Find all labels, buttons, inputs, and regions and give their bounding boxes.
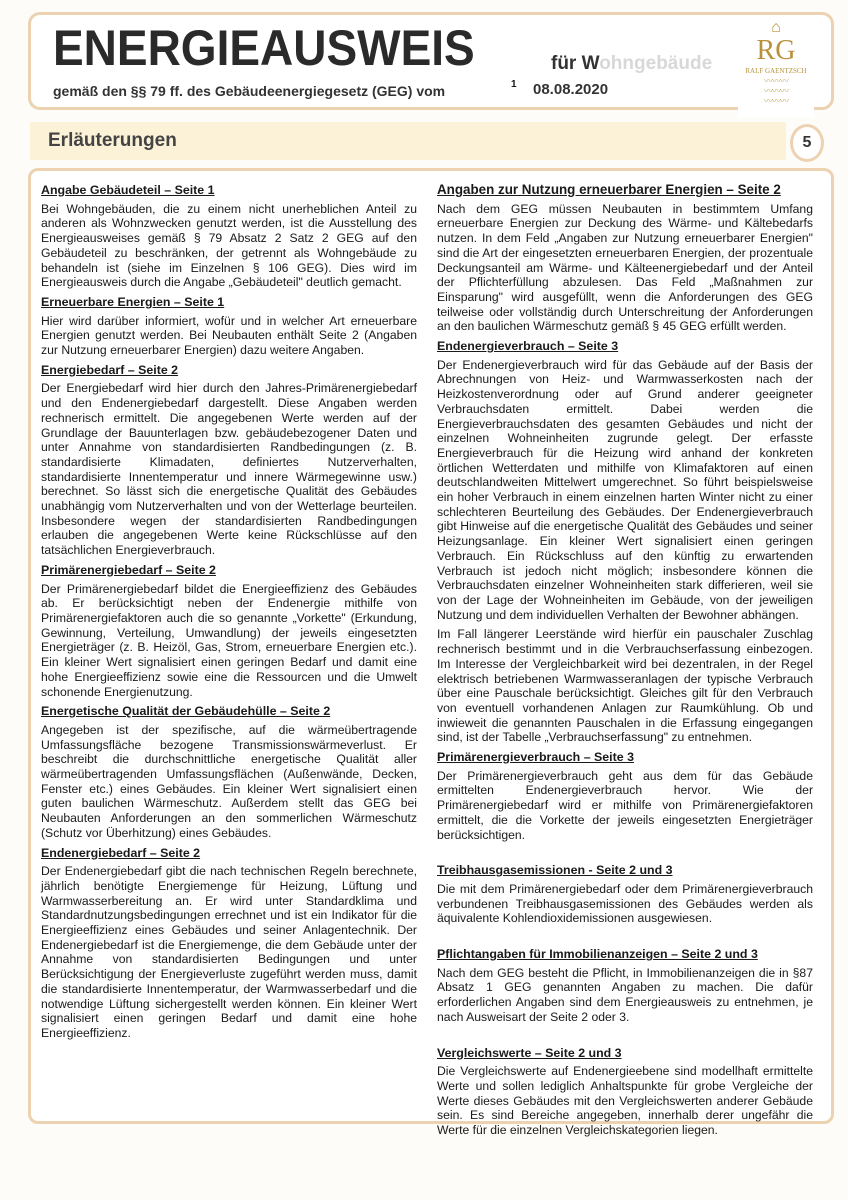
document-title: ENERGIEAUSWEIS (53, 20, 475, 76)
title-suffix-visible: für W (551, 53, 600, 74)
right-column (437, 183, 813, 1143)
logo-monogram: RG (756, 35, 796, 66)
section-heading: Endenergieverbrauch – Seite 3 (437, 339, 619, 354)
section-paragraph: Angegeben ist der spezifische, auf die wärmeübertragende Umfassungsfläche bezogene Transmissionswärmeverlust. Er beschreibt die durchschnittliche energetische Qualität aller wärmeübertragenden Umfassungsflächen (Außenwände, Decken, Fenster etc.) eines Gebäudes. Ein kleiner Wert signalisiert einen guten baulichen Wärmeschutz. Außerdem stellt das GEG bei Neubauten Anforderungen an den sommerlichen Wärmeschutz (Schutz vor Überhitzung) eines Gebäudes. (41, 722, 417, 840)
logo-name: RALF GAENTZSCH (745, 67, 807, 75)
section-heading: Angabe Gebäudeteil – Seite 1 (41, 183, 215, 197)
section-heading: Endenergiebedarf – Seite 2 (41, 845, 201, 860)
section-heading: Treibhausgasemissionen - Seite 2 und 3 (437, 863, 673, 878)
section-paragraph: Bei Wohngebäuden, die zu einem nicht unerheblichen Anteil zu anderen als Wohnzwecken genutzt werden, ist die Ausstellung des Energieausweises gemäß § 79 Absatz 2 Satz 2 GEG auf den Gebäudeteil zu beschränken, der getrennt als Wohngebäude zu behandeln ist (siehe im Einzelnen § 106 GEG). Dies wird im Energieausweis durch die Angabe „Gebäudeteil" deutlich gemacht. (41, 201, 417, 290)
company-logo (738, 20, 814, 118)
legal-basis: gemäß den §§ 79 ff. des Gebäudeenergiegesetz (GEG) vom (53, 83, 446, 99)
section-heading: Erneuerbare Energien – Seite 1 (41, 294, 225, 309)
section-heading: Pflichtangaben für Immobilienanzeigen – Seite 2 und 3 (437, 947, 758, 962)
section-paragraph: Im Fall längerer Leerstände wird hierfür ein pauschaler Zuschlag rechnerisch bestimmt und in die Verbrauchserfassung einbezogen. Im Interesse der Vergleichbarkeit wird bei dezentralen, in der Regel elektrisch betriebenen Warmwasseranlagen der typische Verbrauch über eine Pauschale berücksichtigt. Gleiches gilt für den Verbrauch von eventuell vorhandenen Anlagen zur Raumkühlung. Ob und inwieweit die genannten Pauschalen in die Erfassung eingegangen sind, ist der Tabelle „Verbrauchserfassung" zu entnehmen. (437, 627, 813, 745)
footnote-mark: 1 (511, 79, 517, 90)
section-paragraph: Die Vergleichswerte auf Endenergieebene sind modellhaft ermittelte Werte und sollen lediglich Anhaltspunkte für grobe Vergleiche der Werte dieses Gebäudes mit den Vergleichswerten anderer Gebäude sein. Es sind Bereiche angegeben, innerhalb derer ungefähr die Werte für die einzelnen Vergleichskategorien liegen. (437, 1064, 813, 1138)
house-roof-icon: ⌂ (771, 19, 781, 36)
issue-date: 08.08.2020 (533, 81, 609, 98)
title-suffix (551, 53, 712, 75)
section-paragraph: Der Primärenergiebedarf bildet die Energieeffizienz des Gebäudes ab. Er berücksichtigt neben der Endenergie mithilfe von Primärenergiefaktoren auch die so genannte „Vorkette" (Erkundung, Gewinnung, Verteilung, Umwandlung) der jeweils eingesetzten Energieträger (z. B. Heizöl, Gas, Strom, erneuerbare Energien etc.). Ein kleiner Wert signalisiert einen geringen Bedarf und damit eine hohe Energieeffizienz sowie eine die Ressourcen und die Umwelt schonende Energienutzung. (41, 581, 417, 699)
section-heading: Energetische Qualität der Gebäudehülle – Seite 2 (41, 704, 331, 719)
section-heading: Primärenergiebedarf – Seite 2 (41, 562, 216, 577)
left-column (41, 183, 417, 1046)
section-paragraph: Der Endenergiebedarf gibt die nach technischen Regeln berechnete, jährlich benötigte Energiemenge für Heizung, Lüftung und Warmwasserbereitung an. Er wird unter Standardklima und Standardnutzungsbedingungen errechnet und ist ein Indikator für die Energieeffizienz eines Gebäudes und seiner Anlagentechnik. Der Endenergiebedarf ist die Energiemenge, die dem Gebäude unter der Annahme von standardisierten Bedingungen und unter Berücksichtigung der Energieverluste zugeführt werden muss, damit die standardisierte Innentemperatur, der Warmwasserbedarf und die notwendige Lüftung sichergestellt werden können. Ein kleiner Wert signalisiert einen geringen Bedarf und damit eine hohe Energieeffizienz. (41, 864, 417, 1040)
section-heading: Energiebedarf – Seite 2 (41, 362, 179, 377)
section-paragraph: Der Energiebedarf wird hier durch den Jahres-Primärenergiebedarf und den Endenergiebedarf dargestellt. Diese Angaben werden rechnerisch ermittelt. Die angegebenen Werte werden auf der Grundlage der Bauunterlagen bzw. gebäudebezogener Daten und unter Annahme von standardisierten Randbedingungen (z. B. standardisierte Klimadaten, definiertes Nutzerverhalten, standardisierte Innentemperatur und innere Wärmegewinne usw.) berechnet. So lässt sich die energetische Qualität des Gebäudes unabhängig vom Nutzerverhalten und von der Wetterlage beurteilen. Insbesondere wegen der standardisierten Randbedingungen erlauben die angegebenen Werte keine Rückschlüsse auf den tatsächlichen Energieverbrauch. (41, 381, 417, 558)
explanations-box (28, 168, 834, 1138)
section-paragraph: Nach dem GEG besteht die Pflicht, in Immobilienanzeigen die in §87 Absatz 1 GEG genannten Angaben zu machen. Die dafür erforderlichen Angaben sind dem Energieausweis zu entnehmen, je nach Ausweisart der Seite 2 oder 3. (437, 965, 813, 1024)
section-title: Erläuterungen (48, 130, 177, 151)
section-paragraph: Nach dem GEG müssen Neubauten in bestimmtem Umfang erneuerbare Energien zur Deckung des Wärme- und Kältebedarfs nutzen. In dem Feld „Angaben zur Nutzung erneuerbarer Energien" sind die Art der eingesetzten erneuerbaren Energien, der prozentuale Deckungsanteil am Wärme- und Kälteenergiebedarf und der Anteil der Pflichterfüllung abzulesen. Das Feld „Maßnahmen zur Einsparung" wird ausgefüllt, wenn die Anforderungen des GEG teilweise oder vollständig durch Unterschreitung der Anforderungen an den baulichen Wärmeschutz gemäß § 45 GEG erfüllt werden. (437, 201, 813, 334)
section-heading: Primärenergieverbrauch – Seite 3 (437, 750, 634, 765)
title-suffix-faded: ohngebäude (599, 53, 713, 74)
waves-icon: 〰〰〰 〰〰〰 〰〰〰 (763, 76, 788, 106)
document-header (28, 12, 834, 110)
section-band (30, 122, 786, 160)
section-paragraph: Der Primärenergieverbrauch geht aus dem für das Gebäude ermittelten Endenergieverbrauch hervor. Wie der Primärenergiebedarf wird er mithilfe von Primärenergiefaktoren ermittelt, die die Vorkette der jeweils eingesetzten Energieträger berücksichtigen. (437, 768, 813, 842)
page-number: 5 (790, 124, 824, 162)
section-paragraph: Der Endenergieverbrauch wird für das Gebäude auf der Basis der Abrechnungen von Heiz- und Warmwasserkosten nach der Heizkostenverordnung oder auf Grund anderer geeigneter Verbrauchsdaten ermittelt. Dabei werden die Energieverbrauchsdaten des gesamten Gebäudes und nicht der einzelnen Wohneinheiten zugrunde gelegt. Der erfasste Energieverbrauch für die Heizung wird anhand der konkreten örtlichen Wetterdaten und mithilfe von Klimafaktoren auf einen deutschlandweiten Mittelwert umgerechnet. So führt beispielsweise ein hoher Verbrauch in einem einzelnen harten Winter nicht zu einer schlechteren Beurteilung des Gebäudes. Der Endenergieverbrauch gibt Hinweise auf die energetische Qualität des Gebäudes und seiner Heizungsanlage. Ein kleiner Wert signalisiert einen geringen Verbrauch. Ein Rückschluss auf den künftig zu erwartenden Verbrauch ist jedoch nicht möglich; insbesondere können die Verbrauchsdaten einzelner Wohneinheiten stark differieren, weil sie von der Lage der Wohneinheiten im Gebäude, von der jeweiligen Nutzung und dem individuellen Verhalten der Bewohner abhängen. (437, 357, 813, 622)
section-heading: Vergleichswerte – Seite 2 und 3 (437, 1045, 622, 1060)
section-heading: Angaben zur Nutzung erneuerbarer Energien – Seite 2 (437, 182, 781, 197)
section-paragraph: Die mit dem Primärenergiebedarf oder dem Primärenergieverbrauch verbundenen Treibhausgasemissionen des Gebäudes werden als äquivalente Kohlendioxidemissionen ausgewiesen. (437, 881, 813, 926)
section-paragraph: Hier wird darüber informiert, wofür und in welcher Art erneuerbare Energien genutzt werden. Bei Neubauten enthält Seite 2 (Angaben zur Nutzung erneuerbarer Energien) dazu weitere Angaben. (41, 313, 417, 358)
